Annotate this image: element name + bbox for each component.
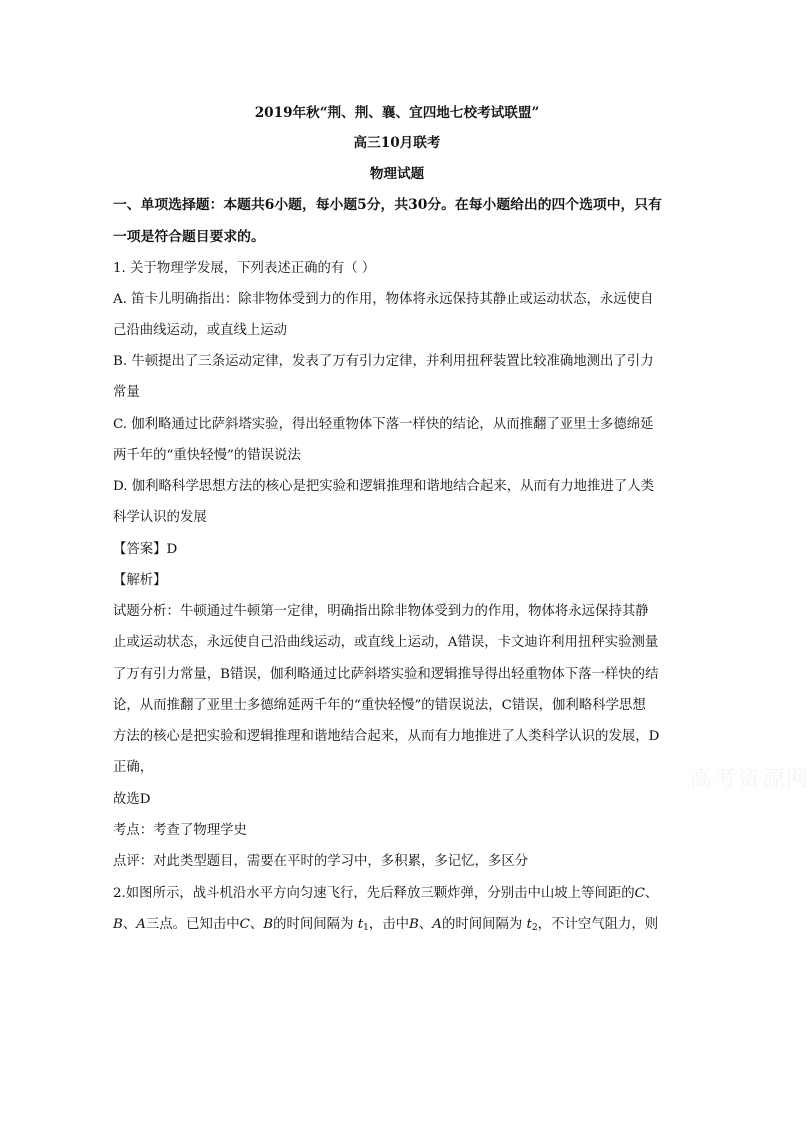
exam-subject: 物理试题 xyxy=(369,166,425,182)
analysis-text: 方法的核心是把实验和逻辑推理和谐地结合起来，从而有力地推进了人类科学认识的发展，D xyxy=(113,729,660,744)
option-d: D. 伽利略科学思想方法的核心是把实验和逻辑推理和谐地结合起来，从而有力地推进了人类 xyxy=(113,479,655,494)
analysis-text: 试题分析：牛顿通过牛顿第一定律，明确指出除非物体受到力的作用，物体将永远保持其静 xyxy=(113,604,649,619)
analysis-text: 止或运动状态，永远使自己沿曲线运动，或直线上运动，A错误，卡文迪许利用扭秤实验测量 xyxy=(113,635,659,650)
analysis-text: 论，从而推翻了亚里士多德绵延两千年的“重快轻慢”的错误说法，C错误，伽利略科学思想 xyxy=(113,698,646,713)
option-a-cont: 己沿曲线运动，或直线上运动 xyxy=(113,323,288,338)
option-c-cont: 两千年的“重快轻慢”的错误说法 xyxy=(113,448,301,463)
section-heading-cont: 一项是符合题目要求的。 xyxy=(113,229,265,245)
dianping: 点评：对此类型题目，需要在平时的学习中，多积累，多记忆，多区分 xyxy=(113,854,529,869)
exam-subtitle: 高三10月联考 xyxy=(353,135,441,151)
option-b-cont: 常量 xyxy=(113,385,140,400)
analysis-text: 正确， xyxy=(113,760,154,775)
exam-title: 2019年秋“荆、荆、襄、宜四地七校考试联盟” xyxy=(254,105,540,121)
analysis-text: 了万有引力常量，B错误，伽利略通过比萨斜塔实验和逻辑推导得出轻重物体下落一样快的结 xyxy=(113,667,659,682)
option-d-cont: 科学认识的发展 xyxy=(113,510,207,525)
analysis-label: 【解析】 xyxy=(113,573,167,588)
option-b: B. 牛顿提出了三条运动定律，发表了万有引力定律，并利用扭秤装置比较准确地测出了引力 xyxy=(113,354,654,369)
option-c: C. 伽利略通过比萨斜塔实验，得出轻重物体下落一样快的结论，从而推翻了亚里士多德绵延 xyxy=(113,417,654,432)
section-heading: 一、单项选择题：本题共6小题，每小题5分，共30分。在每小题给出的四个选项中，只有 xyxy=(113,197,662,213)
answer: 【答案】D xyxy=(113,542,178,557)
option-a: A. 笛卡儿明确指出：除非物体受到力的作用，物体将永远保持其静止或运动状态，永远使自 xyxy=(113,292,654,307)
watermark-logo: 高考资源网 xyxy=(690,767,810,792)
kaodian: 考点：考查了物理学史 xyxy=(113,823,247,838)
question-1-stem: 1. 关于物理学发展，下列表述正确的有（ ） xyxy=(113,261,376,276)
conclusion: 故选D xyxy=(113,792,151,807)
question-2-stem-cont: B、A三点。已知击中C、B的时间间隔为 $t_1$，击中B、A的时间间隔为 $t_2$，不计空气阻力，则 xyxy=(113,917,659,933)
question-2-stem: 2.如图所示，战斗机沿水平方向匀速飞行，先后释放三颗炸弹，分别击中山坡上等间距的C、 xyxy=(113,886,659,901)
